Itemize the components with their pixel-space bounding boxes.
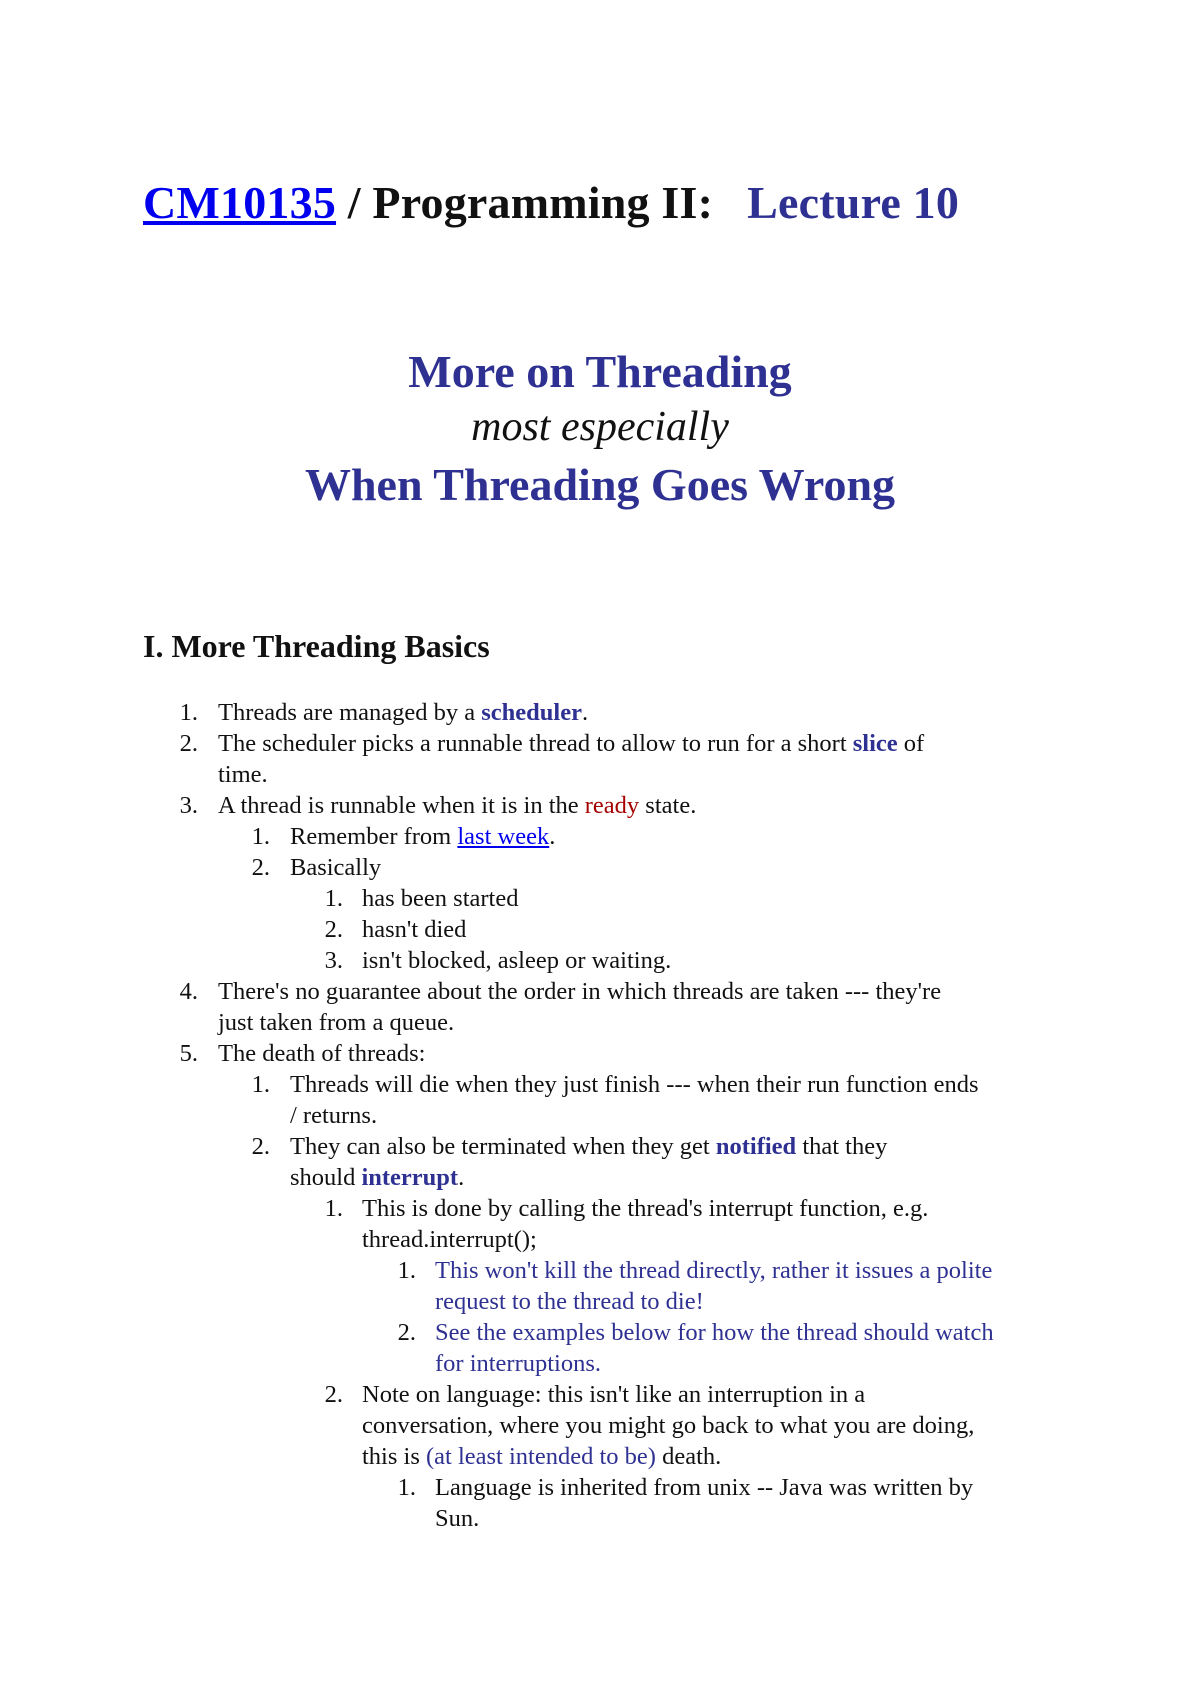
list-number: 4.: [179, 978, 198, 1005]
list-number: 2.: [324, 1381, 343, 1408]
list-number: 3.: [324, 947, 343, 974]
course-title: / Programming II:: [336, 177, 714, 228]
list-number: 1.: [251, 823, 270, 850]
list-text: They can also be terminated when they get notified that they: [290, 1133, 888, 1160]
list-number: 2.: [179, 730, 198, 757]
term-slice: slice: [852, 730, 898, 757]
last-week-link[interactable]: last week: [457, 823, 550, 850]
list-text: has been started: [362, 885, 519, 912]
term-notified: notified: [715, 1133, 797, 1160]
term-ready: ready: [584, 792, 640, 819]
list-text: Remember from last week.: [290, 823, 556, 850]
course-code-link[interactable]: CM10135: [143, 177, 337, 228]
list-text: isn't blocked, asleep or waiting.: [362, 947, 672, 974]
list-text: Language is inherited from unix -- Java was written by: [435, 1474, 974, 1501]
list-text: There's no guarantee about the order in which threads are taken --- they're: [218, 978, 942, 1005]
list-text: Threads will die when they just finish --- when their run function ends: [290, 1071, 979, 1098]
term-interrupt: interrupt: [361, 1164, 459, 1191]
list-number: 1.: [324, 1195, 343, 1222]
section-heading: I. More Threading Basics: [143, 628, 490, 664]
lecture-number: Lecture 10: [747, 177, 960, 228]
subtitle-secondary: When Threading Goes Wrong: [304, 459, 896, 510]
list-number: 1.: [324, 885, 343, 912]
list-text: A thread is runnable when it is in the ready state.: [218, 792, 697, 819]
list-number: 5.: [179, 1040, 198, 1067]
list-text: This won't kill the thread directly, rather it issues a polite: [435, 1257, 993, 1284]
list-text: Threads are managed by a scheduler.: [218, 699, 589, 726]
list-text: See the examples below for how the thread should watch: [435, 1319, 994, 1346]
subtitle-connector: most especially: [471, 404, 729, 450]
term-scheduler: scheduler: [481, 699, 582, 726]
list-number: 2.: [251, 1133, 270, 1160]
list-number: 3.: [179, 792, 198, 819]
list-number: 2.: [324, 916, 343, 943]
list-text: Note on language: this isn't like an interruption in a: [362, 1381, 866, 1408]
list-text: This is done by calling the thread's interrupt function, e.g.: [362, 1195, 929, 1222]
list-number: 1.: [251, 1071, 270, 1098]
list-number: 1.: [397, 1257, 416, 1284]
list-number: 1.: [179, 699, 198, 726]
page-title: [143, 176, 959, 229]
list-text: Basically: [290, 854, 382, 881]
list-number: 2.: [397, 1319, 416, 1346]
list-text: hasn't died: [362, 916, 467, 943]
intended-note: (at least intended to be): [426, 1443, 656, 1470]
list-text: The death of threads:: [218, 1040, 426, 1067]
list-number: 2.: [251, 854, 270, 881]
subtitle-main: More on Threading: [408, 346, 792, 397]
list-text: The scheduler picks a runnable thread to allow to run for a short slice of: [218, 730, 925, 757]
list-number: 1.: [397, 1474, 416, 1501]
